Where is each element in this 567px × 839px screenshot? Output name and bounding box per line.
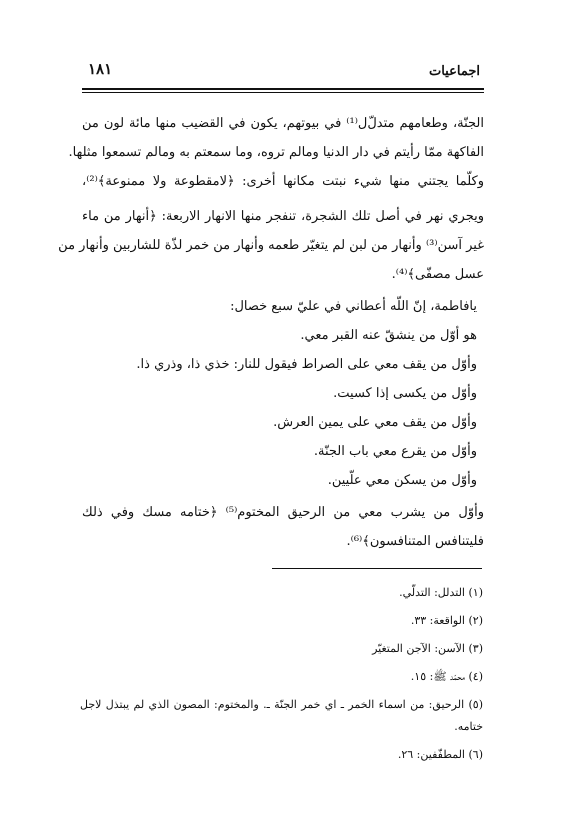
body-line: ويجري نهر في أصل تلك الشجرة، تنفجر منها الانهار الاربعة: ﴿أنهار من ماء (82, 209, 484, 224)
list-line: وأوّل من يقف معي على يمين العرش. (273, 415, 477, 430)
page-number: ١٨١ (88, 60, 113, 78)
body-line: الجنّة، وطعامهم متدلّ‌ل⁽¹⁾ في بيوتهم، يكون في القضيب منها مائة لون من (82, 116, 485, 131)
list-line: هو أوّل من ينشقّ عنه القبر معي. (300, 328, 477, 343)
header-rule-thick (82, 88, 484, 90)
list-line: وأوّل من يقف معي على الصراط فيقول للنار: خذي ذا، وذري ذا. (136, 357, 477, 372)
body-line: فليتنافس المتنافسون﴾⁽⁶⁾. (346, 534, 484, 549)
footnote: (٦) المطفّفين: ٢٦. (397, 748, 483, 761)
header-rule-thin (82, 92, 484, 93)
body-line: وكلّما يجتني منها شيء نبتت مكانها أخرى: ﴿لامقطوعة ولا ممنوعة﴾⁽²⁾، (82, 174, 484, 189)
body-line: غير آسن⁽³⁾ وأنهار من لبن لم يتغيّر طعمه وأنهار من خمر لذّة للشاربين وأنهار من (58, 238, 484, 253)
running-title: اجماعيات (428, 64, 480, 79)
footnote-continuation: ختامه. (454, 720, 483, 733)
list-line: وأوّل من يقرع معي باب الجنّة. (313, 444, 477, 459)
footnote: (٢) الواقعة: ٣٣. (410, 614, 483, 627)
footnote: (٣) الآسن: الآجن المتغيّر (372, 642, 483, 655)
footnote-separator (272, 568, 482, 569)
body-line: الفاكهة ممّا رأيتم في دار الدنيا ومالم تروه، وما سمعتم به ومالم تسمعوا مثلها. (68, 145, 484, 160)
list-line: وأوّل من يكسى إذا كسيت. (333, 386, 477, 401)
body-line: عسل مصفّى﴾⁽⁴⁾. (391, 267, 484, 282)
list-line: وأوّل من يسكن معي علّيين. (327, 473, 477, 488)
page-header (82, 60, 482, 86)
body-line: وأوّل من يشرب معي من الرحيق المختوم⁽⁵⁾ ﴿ختامه مسك وفي ذلك (82, 505, 485, 520)
footnote: (٤) محمّد ﷺ: ١٥. (410, 670, 483, 683)
footnote: (١) التدلل: التدلّي. (399, 586, 483, 599)
list-line: يافاطمة، إنّ اللّه أعطاني في عليّ سبع خصال: (230, 299, 477, 314)
footnote: (٥) الرحيق: من اسماء الخمر ـ اي خمر الجنّة ـ. والمختوم: المصون الذي لم يبتذل لاجل (80, 698, 483, 711)
